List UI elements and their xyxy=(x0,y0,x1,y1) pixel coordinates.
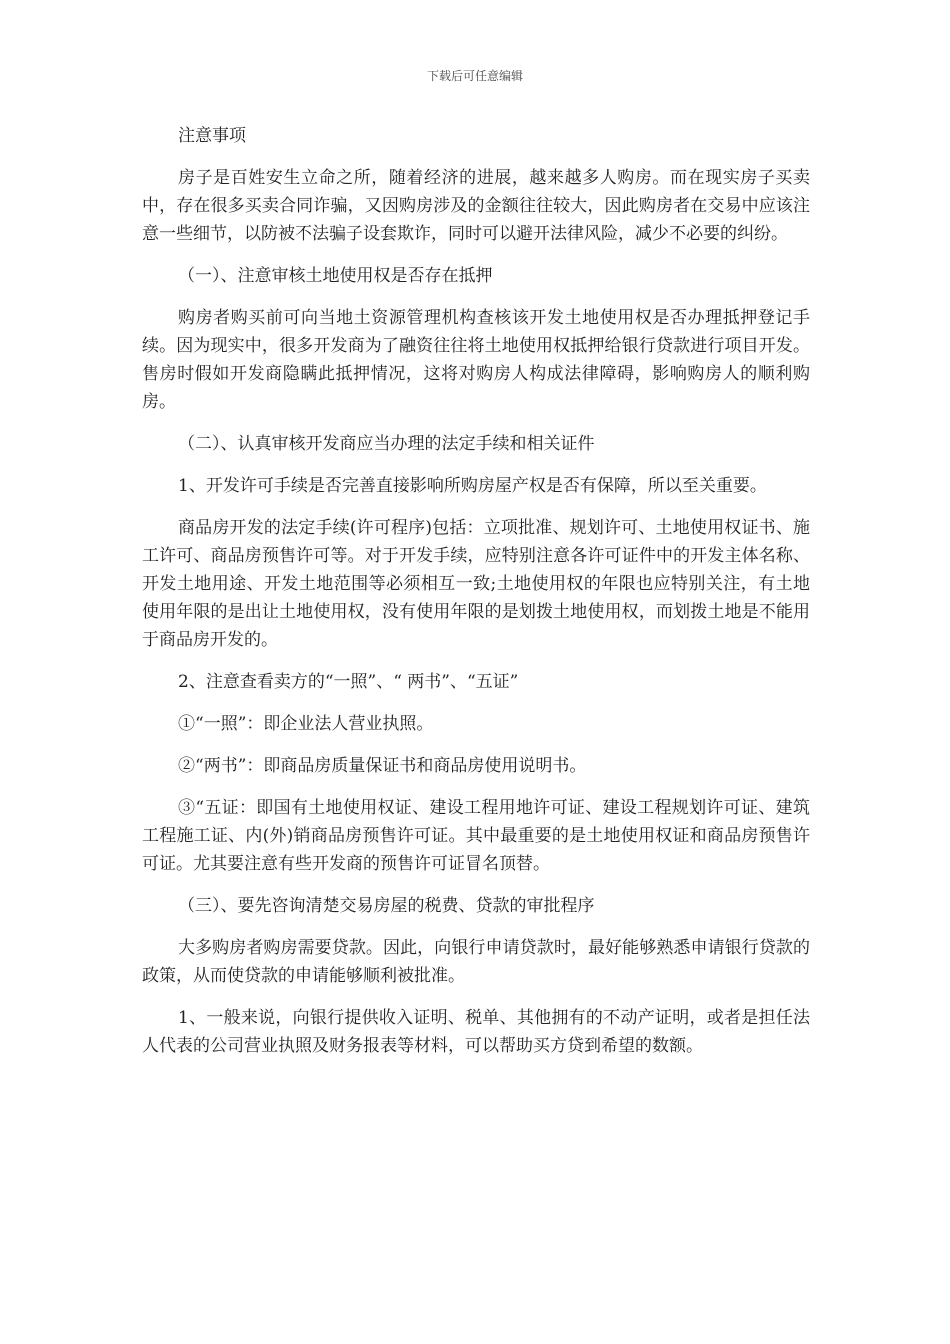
section-heading-1: （一）、注意审核土地使用权是否存在抵押 xyxy=(178,266,493,286)
paragraph-five-certificates: ③“五证：即国有土地使用权证、建设工程用地许可证、建设工程规划许可证、建筑工程施工证、内(外)销商品房预售许可证。其中最重要的是土地使用权证和商品房预售许可证。尤其要注意有些开发商的预售许可证冒名顶替。 xyxy=(142,798,810,874)
paragraph-permit-2: 2、注意查看卖方的“一照”、“ 两书”、“五证” xyxy=(178,672,519,692)
paragraph-permit-1: 1、开发许可手续是否完善直接影响所购房屋产权是否有保障，所以至关重要。 xyxy=(178,476,767,496)
document-title: 注意事项 xyxy=(178,126,246,146)
paragraph-loans: 大多购房者购房需要贷款。因此，向银行申请贷款时，最好能够熟悉申请银行贷款的政策，从而使贷款的申请能够顺利被批准。 xyxy=(142,938,810,986)
section-heading-2: （二）、认真审核开发商应当办理的法定手续和相关证件 xyxy=(178,434,595,454)
paragraph-procedures: 商品房开发的法定手续(许可程序)包括：立项批准、规划许可、土地使用权证书、施工许可、商品房预售许可等。对于开发手续，应特别注意各许可证件中的开发主体名称、开发土地用途、开发土地范围等必须相互一致;土地使用权的年限也应特别关注，有土地使用年限的是出让土地使用权，没有使用年限的是划拨土地使用权，而划拨土地是不能用于商品房开发的。 xyxy=(142,518,810,650)
page-header: 下载后可任意编辑 xyxy=(426,69,523,83)
paragraph-mortgage: 购房者购买前可向当地土资源管理机构查核该开发土地使用权是否办理抵押登记手续。因为现实中，很多开发商为了融资往往将土地使用权抵押给银行贷款进行项目开发。售房时假如开发商隐瞒此抵押情况，这将对购房人构成法律障碍，影响购房人的顺利购房。 xyxy=(142,308,810,412)
paragraph-license: ①“一照”：即企业法人营业执照。 xyxy=(178,714,434,734)
paragraph-loan-docs: 1、一般来说，向银行提供收入证明、税单、其他拥有的不动产证明，或者是担任法人代表的公司营业执照及财务报表等材料，可以帮助买方贷到希望的数额。 xyxy=(142,1008,810,1056)
document-body xyxy=(142,122,810,1074)
paragraph-two-books: ②“两书”：即商品房质量保证书和商品房使用说明书。 xyxy=(178,756,587,776)
section-heading-3: （三）、要先咨询清楚交易房屋的税费、贷款的审批程序 xyxy=(178,896,595,916)
paragraph-intro: 房子是百姓安生立命之所，随着经济的进展，越来越多人购房。而在现实房子买卖中，存在很多买卖合同诈骗，又因购房涉及的金额往往较大，因此购房者在交易中应该注意一些细节，以防被不法骗子设套欺诈，同时可以避开法律风险，减少不必要的纠纷。 xyxy=(142,168,810,244)
